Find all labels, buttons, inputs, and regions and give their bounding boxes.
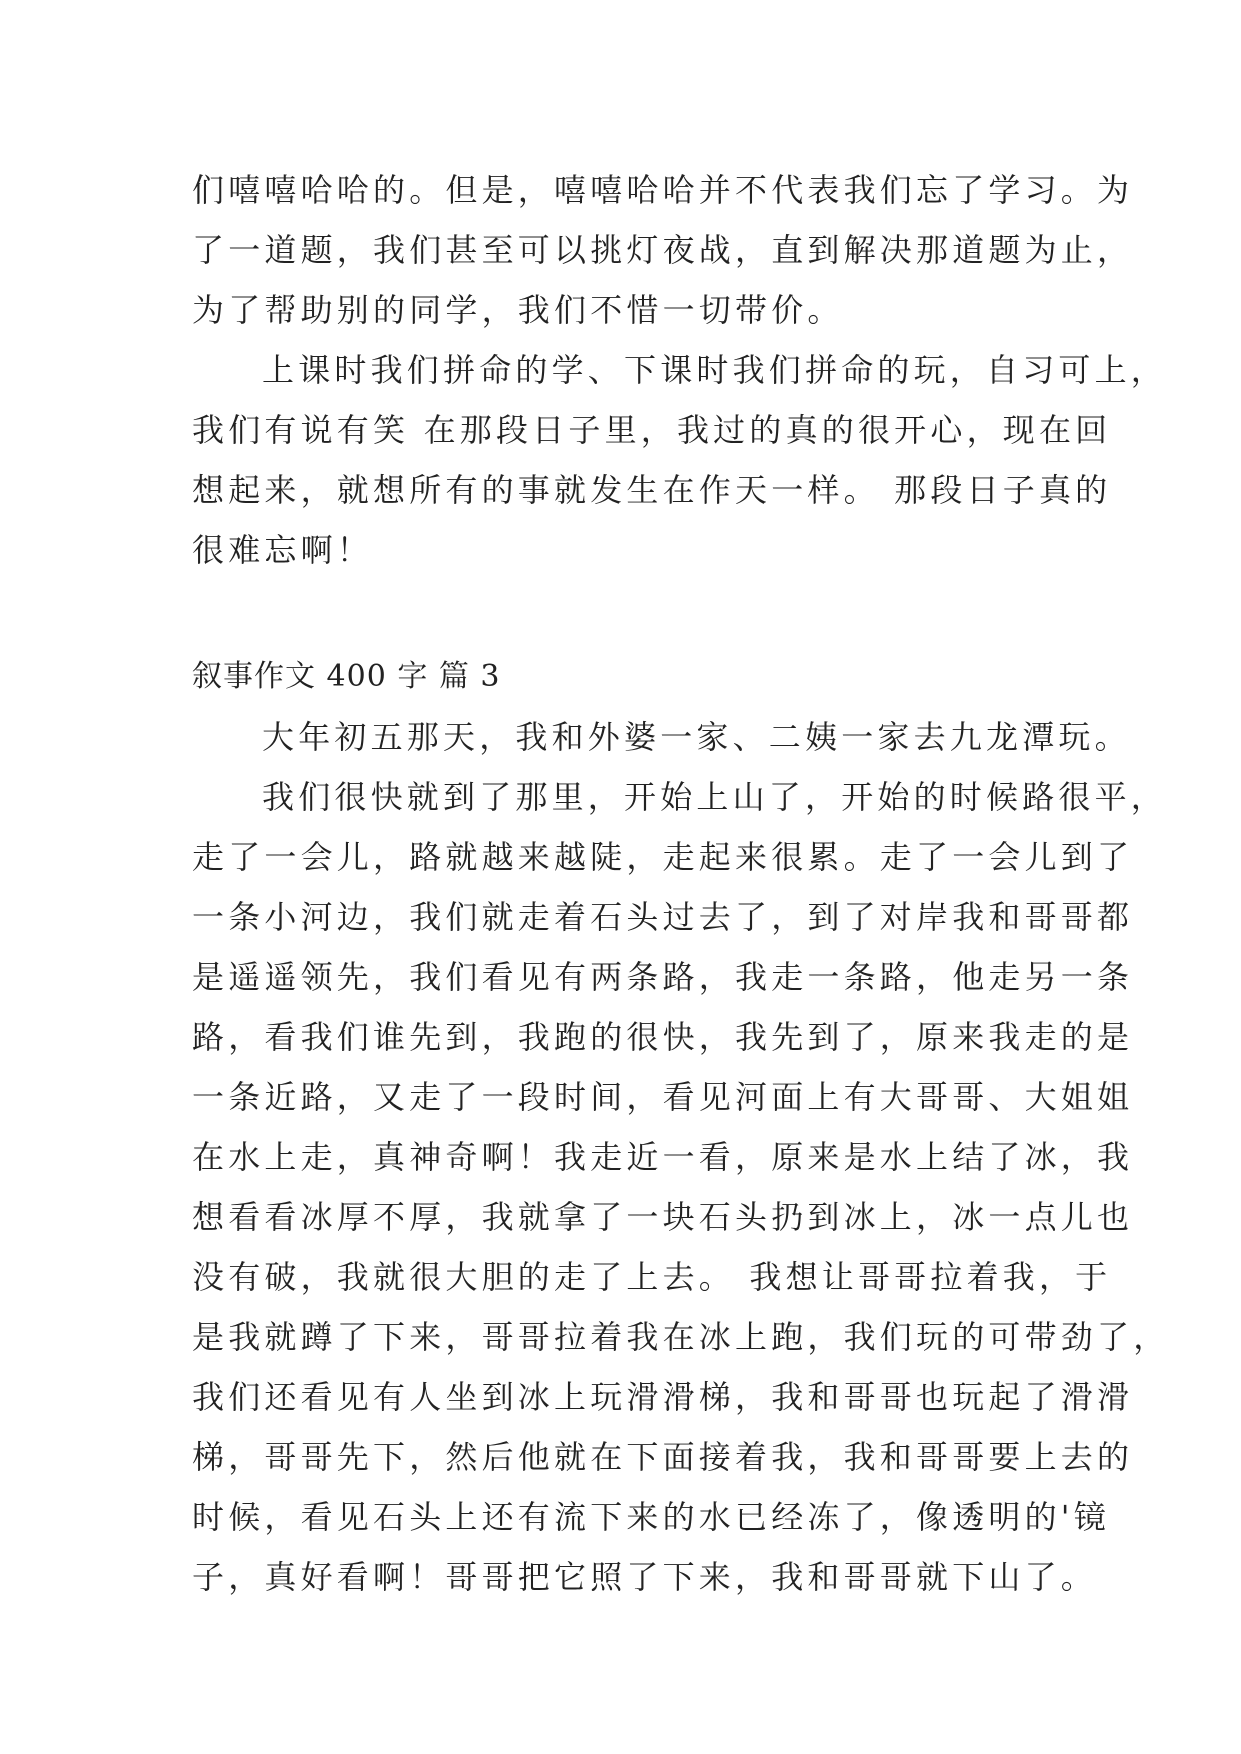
text-line: 了一道题，我们甚至可以挑灯夜战，直到解决那道题为止， xyxy=(192,231,1134,269)
section-heading: 叙事作文 400 字 篇 3 xyxy=(192,659,501,694)
text-line: 走了一会儿，路就越来越陡，走起来很累。走了一会儿到了 xyxy=(192,838,1134,876)
text-line: 上课时我们拼命的学、下课时我们拼命的玩，自习可上， xyxy=(262,351,1168,389)
essay-paragraph-continued xyxy=(192,160,1134,340)
text-line: 为了帮助别的同学，我们不惜一切带价。 xyxy=(192,291,844,329)
essay-paragraph xyxy=(192,340,1168,580)
text-line: 路，看我们谁先到，我跑的很快，我先到了，原来我走的是 xyxy=(192,1018,1134,1056)
text-line: 子，真好看啊！哥哥把它照了下来，我和哥哥就下山了。 xyxy=(192,1558,1098,1596)
text-line: 没有破，我就很大胆的走了上去。 我想让哥哥拉着我，于 xyxy=(192,1258,1112,1296)
text-line: 时候，看见石头上还有流下来的水已经冻了，像透明的'镜 xyxy=(192,1498,1110,1536)
text-line: 我们还看见有人坐到冰上玩滑滑梯，我和哥哥也玩起了滑滑 xyxy=(192,1378,1134,1416)
text-line: 一条小河边，我们就走着石头过去了，到了对岸我和哥哥都 xyxy=(192,898,1134,936)
text-line: 们嘻嘻哈哈的。但是，嘻嘻哈哈并不代表我们忘了学习。为 xyxy=(192,171,1134,209)
essay-paragraph xyxy=(192,767,1170,1607)
essay-paragraph xyxy=(192,707,1131,767)
text-line: 我们很快就到了那里，开始上山了，开始的时候路很平， xyxy=(262,778,1168,816)
text-line: 很难忘啊！ xyxy=(192,531,374,569)
text-line: 是我就蹲了下来，哥哥拉着我在冰上跑，我们玩的可带劲了， xyxy=(192,1318,1170,1356)
text-line: 是遥遥领先，我们看见有两条路，我走一条路，他走另一条 xyxy=(192,958,1134,996)
document-page xyxy=(192,160,1170,1607)
text-line: 梯，哥哥先下，然后他就在下面接着我，我和哥哥要上去的 xyxy=(192,1438,1134,1476)
text-line: 想看看冰厚不厚，我就拿了一块石头扔到冰上，冰一点儿也 xyxy=(192,1198,1134,1236)
text-line: 一条近路，又走了一段时间，看见河面上有大哥哥、大姐姐 xyxy=(192,1078,1134,1116)
text-line: 我们有说有笑 在那段日子里，我过的真的很开心，现在回 xyxy=(192,411,1112,449)
text-line: 想起来，就想所有的事就发生在作天一样。 那段日子真的 xyxy=(192,471,1112,509)
text-line: 在水上走，真神奇啊！我走近一看，原来是水上结了冰，我 xyxy=(192,1138,1134,1176)
text-line: 大年初五那天，我和外婆一家、二姨一家去九龙潭玩。 xyxy=(262,718,1131,756)
